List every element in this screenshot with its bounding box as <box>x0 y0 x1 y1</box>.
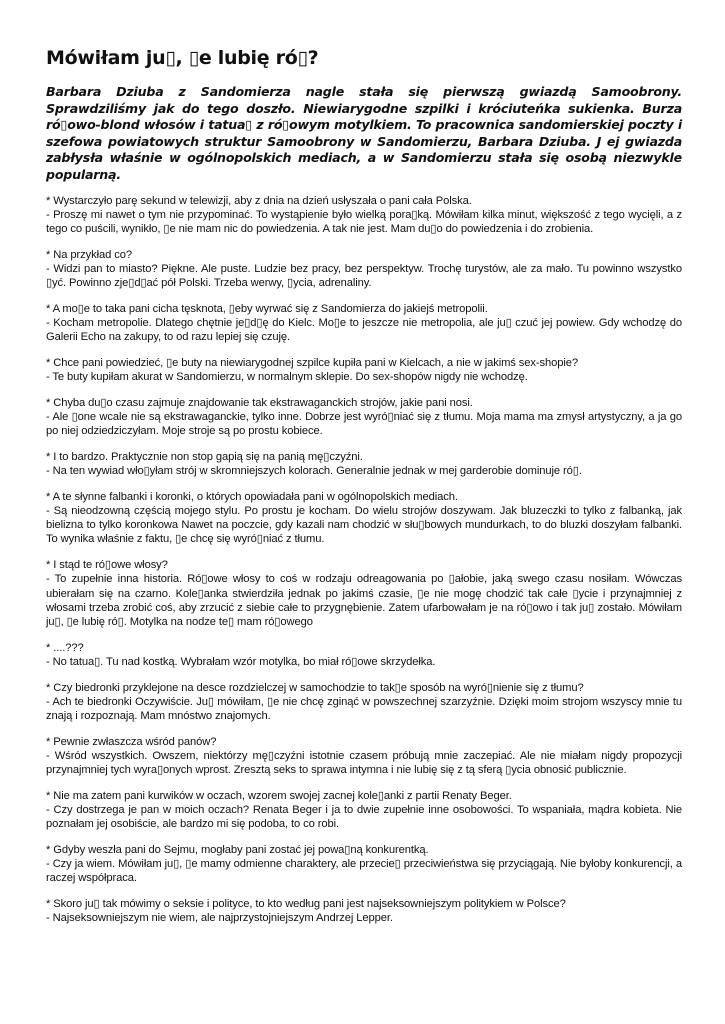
question: * I stąd te ró▯owe włosy? <box>46 559 168 572</box>
answer: - Kocham metropolie. Dlatego chętnie je▯d▯ę do Kielc. Mo▯e to jeszcze nie metropolia, ale ju▯ czuć jej powiew. Gdy wchodzę do Galerii Echo na zakupy, to od razu lepiej się czuję. <box>46 316 682 344</box>
qa-block <box>46 681 682 724</box>
question: * ....??? <box>46 641 84 654</box>
answer: - Ale ▯one wcale nie są ekstrawaganckie, tylko inne. Dobrze jest wyró▯niać się z tłumu. Moja mama ma zmysł artystyczny, a ja go po niej odziedziczyłam. Moje stroje są po prostu kobiece. <box>46 411 682 438</box>
question: * Wystarczyło parę sekund w telewizji, aby z dnia na dzień usłyszała o pani cała Polska. <box>46 194 472 207</box>
qa-block <box>46 558 682 629</box>
answer: - Widzi pan to miasto? Piękne. Ale puste. Ludzie bez pracy, bez perspektyw. Trochę turystów, ale za mało. Tu powinno wszystko ▯yć. Powinno zje▯d▯ać pół Polski. Trzeba werwy, ▯ycia, adrenaliny. <box>46 262 682 290</box>
article-title: Mówiłam ju▯, ▯e lubię ró▯? <box>46 47 319 69</box>
answer: - Te buty kupiłam akurat w Sandomierzu, w normalnym sklepie. Do sex-shopów nigdy nie wchodzę. <box>46 371 528 384</box>
answer: - Czy ja wiem. Mówiłam ju▯, ▯e mamy odmienne charaktery, ale przecie▯ przeciwieństwa się przyciągają. Nie byłoby konkurencji, a raczej współpraca. <box>46 858 682 885</box>
question: * Chce pani powiedzieć, ▯e buty na niewiarygodnej szpilce kupiła pani w Kielcach, a nie w jakimś sex-shopie? <box>46 356 579 369</box>
qa-block <box>46 789 682 832</box>
qa-block <box>46 396 682 439</box>
answer: - No tatua▯. Tu nad kostką. Wybrałam wzór motylka, bo miał ró▯owe skrzydełka. <box>46 655 436 668</box>
answer: - Ach te biedronki Oczywiście. Ju▯ mówiłam, ▯e nie chcę zginąć w powszechnej szarzyźnie. Dzięki moim strojom wszyscy mnie tu znają i rozpoznają. Mam mnóstwo znajomych. <box>46 695 682 722</box>
question: * Nie ma zatem pani kurwików w oczach, wzorem swojej zacnej kole▯anki z partii Renaty Beger. <box>46 789 512 802</box>
qa-block <box>46 735 682 778</box>
article-lead: Barbara Dziuba z Sandomierza nagle stała się pierwszą gwiazdą Samoobrony. Sprawdziliśmy jak do tego doszło. Niewiarygodne szpilki i króciuteńka sukienka. Burza ró▯owo-blond włosów i tatua▯ z ró▯owym motylkiem. To pracownica sandomierskiej poczty i szefowa powiatowych struktur Samoobrony w Sandomierzu, Barbara Dziuba. J ej gwiazda zabłysła właśnie w ogólnopolskich mediach, a w Sandomierzu stała się osobą niezwykle popularną. <box>46 84 682 182</box>
answer: - To zupełnie inna historia. Ró▯owe włosy to coś w rodzaju odreagowania po ▯ałobie, jaką swego czasu nosiłam. Wówczas ubierałam się na czarno. Kole▯anka stwierdziła jednak po jakimś czasie, ▯e nie mogę chodzić tak całe ▯ycie i przynajmniej z włosami trzeba zrobić coś, aby zrzucić z siebie całe to przygnębienie. Zatem ufarbowałam je na ró▯owo i tak ju▯ zostało. Mówiłam ju▯, ▯e lubię ró▯. Motylka na nodze te▯ mam ró▯owego <box>46 573 682 628</box>
question: * Czy biedronki przyklejone na desce rozdzielczej w samochodzie to tak▯e sposób na wyró▯nienie się z tłumu? <box>46 681 584 694</box>
question: * A te słynne falbanki i koronki, o których opowiadała pani w ogólnopolskich mediach. <box>46 490 458 503</box>
answer: - Wśród wszystkich. Owszem, niektórzy mę▯czyźni istotnie czasem próbują mnie zaczepiać. Ale nie miałam nigdy propozycji przynajmniej tych wyra▯onych wprost. Zresztą seks to sprawa intymna i nie lubię się z tą sferą ▯ycia obnosić publicznie. <box>46 749 682 777</box>
qa-block <box>46 843 682 886</box>
article <box>46 46 682 937</box>
qa-block <box>46 302 682 345</box>
question: * Skoro ju▯ tak mówimy o seksie i polityce, to kto według pani jest najseksowniejszym politykiem w Polsce? <box>46 897 566 910</box>
qa-block <box>46 356 682 384</box>
qa-block <box>46 490 682 547</box>
qa-block <box>46 641 682 669</box>
question: * Pewnie zwłaszcza wśród panów? <box>46 735 217 748</box>
answer: - Proszę mi nawet o tym nie przypominać. To wystąpienie było wielką pora▯ką. Mówiłam kilka minut, większość z tego wycięli, a z tego co puścili, wynikło, ▯e nie mam nic do powiedzenia. A tak nie jest. Mam du▯o do powiedzenia i do zrobienia. <box>46 208 682 235</box>
qa-block <box>46 450 682 478</box>
question: * A mo▯e to taka pani cicha tęsknota, ▯eby wyrwać się z Sandomierza do jakiejś metropolii. <box>46 302 488 315</box>
question: * Chyba du▯o czasu zajmuje znajdowanie tak ekstrawaganckich strojów, jakie pani nosi. <box>46 396 473 409</box>
answer: - Najseksowniejszym nie wiem, ale najprzystojniejszym Andrzej Lepper. <box>46 912 393 925</box>
answer: - Są nieodzowną częścią mojego stylu. Po prostu je kocham. Do wielu strojów doszywam. Jak bluzeczki to tylko z falbanką, jak bielizna to tylko koronkowa Nawet na poczcie, gdy kazali nam chodzić w słu▯bowych mundurkach, to do bluzki doszyłam falbanki. To wynika właśnie z faktu, ▯e chcę się wyró▯niać z tłumu. <box>46 505 682 546</box>
qa-block <box>46 897 682 925</box>
question: * Gdyby weszła pani do Sejmu, mogłaby pani zostać jej powa▯ną konkurentką. <box>46 843 429 856</box>
qa-block <box>46 194 682 237</box>
qa-block <box>46 248 682 291</box>
answer: - Na ten wywiad wło▯yłam strój w skromniejszych kolorach. Generalnie jednak w mej garderobie dominuje ró▯. <box>46 465 582 478</box>
question: * Na przykład co? <box>46 248 132 261</box>
question: * I to bardzo. Praktycznie non stop gapią się na panią mę▯czyźni. <box>46 450 363 463</box>
answer: - Czy dostrzega je pan w moich oczach? Renata Beger i ja to dwie zupełnie inne osobowości. To wspaniała, mądra kobieta. Nie poznałam jej osobiście, ale bardzo mi się podoba, to co robi. <box>46 803 682 831</box>
